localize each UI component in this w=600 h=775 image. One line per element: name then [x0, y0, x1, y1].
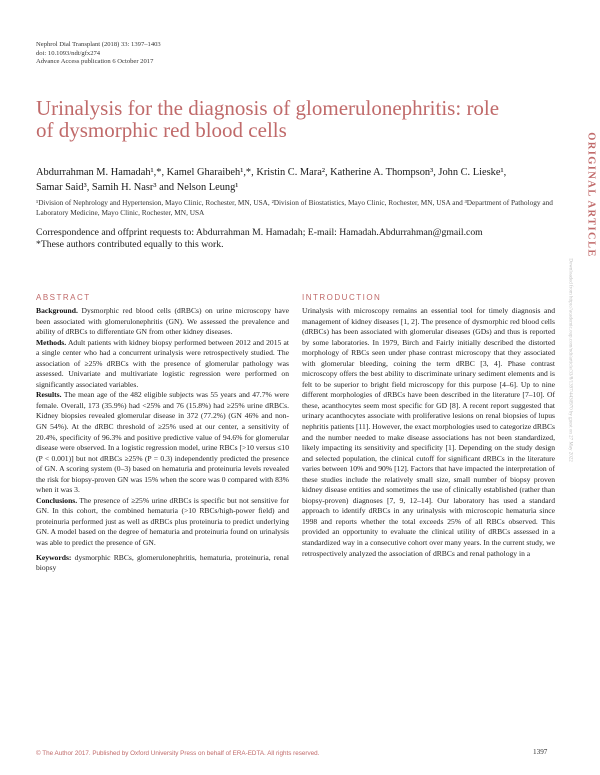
results-label: Results.	[36, 390, 62, 400]
author-list: Abdurrahman M. Hamadah¹,*, Kamel Gharaibeh¹,*, Kristin C. Mara², Katherine A. Thompson³, John C. Lieske¹, Samar Said³, Samih H. Nasr³ and Nelson Leung¹	[36, 167, 507, 193]
article-title: Urinalysis for the diagnosis of glomerulonephritis: role of dysmorphic red blood cells	[36, 96, 500, 142]
journal-info	[36, 41, 161, 67]
conclusions-label: Conclusions.	[36, 495, 78, 505]
correspondence	[36, 227, 566, 251]
introduction-text: Urinalysis with microscopy remains an essential tool for timely diagnosis and management of kidney diseases [1, 2]. The presence of dysmorphic red blood cells (dRBCs) has been associated with glomerular diseases (GDs) and thus is reported by some laboratories. In 1979, Birch and Fairly initially described the distorted morphology of RBCs seen under phase contrast microscopy that they associated with glomerular bleeding, coining the term dRBC [3, 4]. Phase contrast microscopy offers the best ability to discriminate urinary sediment elements and is felt to be superior to bright field microscopy for this purpose [4–6]. Up to nine different morphologies of dRBCs have been described in the literature [7–10]. Of these, acanthocytes seem most specific for GD [8]. A recent report suggested that urinary acanthocytes associate with proliferative lesions on renal biopsies of lupus nephritis patients [11]. However, the exact morphologies used to categorize dRBCs and the number needed to make disease associations has not been standardized, likely impacting its sensitivity and specificity [1]. Depending on the study design and selected population, the clinical cutoff for significant dRBCs in the literature varies between 10% and 90% [12]. Factors that have impacted the interpretation of these studies include the relatively small size, small number of biopsy proven kidney disease entities and sometimes the use of clinically established (rather than biopsy-proven) diagnoses [7, 9, 12–14]. Our laboratory has used a standard approach to identify dRBCs in any urinalysis with microscopic hematuria since 1998 and reports whether the total exceeds 25% of all RBCs observed. This provided an opportunity to evaluate the clinical utility of dRBCs assessed in a standardized way in a consecutive cohort over many years. In the current study, we retrospectively analyzed the association of dRBCs and renal pathology in a	[302, 306, 555, 558]
side-band	[583, 0, 600, 775]
abstract-conclusions	[36, 496, 289, 549]
introduction-body	[302, 306, 555, 559]
journal-doi: doi: 10.1093/ndt/gfx274	[36, 49, 101, 57]
background-text: Dysmorphic red blood cells (dRBCs) on urine microscopy have been associated with glomerulonephritis (GN). We assessed the prevalence and ability of dRBCs to differentiate GN from other kidney diseases.	[36, 306, 289, 337]
introduction-heading: INTRODUCTION	[302, 293, 382, 302]
abstract-methods	[36, 338, 289, 391]
correspondence-line: Correspondence and offprint requests to: Abdurrahman M. Hamadah; E-mail: Hamadah.Abdurrahman@gmail.com	[36, 227, 483, 238]
copyright-notice: © The Author 2017. Published by Oxford University Press on behalf of ERA-EDTA. All rights reserved.	[36, 750, 320, 757]
page-number: 1397	[533, 748, 548, 756]
keywords-label: Keywords:	[36, 552, 72, 562]
methods-text: Adult patients with kidney biopsy performed between 2012 and 2015 at a single center who had a concurrent urinalysis were retrospectively studied. The association of ≥25% dRBCs with the presence of glomerular pathology was assessed. Univariate and multivariate logistic regression were performed on significantly associated variables.	[36, 337, 289, 389]
download-watermark: Downloaded from https://academic.oup.com/ndt/article/33/8/1397/4430970 by guest on 27 May 2022	[567, 258, 573, 462]
abstract-results	[36, 390, 289, 495]
journal-publication-date: Advance Access publication 6 October 2017	[36, 58, 154, 66]
background-label: Background.	[36, 306, 78, 315]
journal-citation: Nephrol Dial Transplant (2018) 33: 1397–1403	[36, 41, 161, 48]
abstract-body	[36, 306, 289, 574]
equal-contribution-note: *These authors contributed equally to this work.	[36, 238, 224, 250]
article-type-label: ORIGINAL ARTICLE	[585, 132, 597, 258]
abstract-keywords	[36, 553, 289, 574]
methods-label: Methods.	[36, 337, 67, 347]
keywords-text: dysmorphic RBCs, glomerulonephritis, hematuria, proteinuria, renal biopsy	[36, 552, 289, 573]
affiliations: ¹Division of Nephrology and Hypertension, Mayo Clinic, Rochester, MN, USA, ²Division of Biostatistics, Mayo Clinic, Rochester, MN, USA and ³Department of Pathology and Laboratory Medicine, Mayo Clinic, Rochester, MN, USA	[36, 198, 553, 217]
results-text: The mean age of the 482 eligible subjects was 55 years and 47.7% were female. Overall, 173 (35.9%) had <25% and 76 (15.8%) had ≥25% urine dRBCs. Kidney biopsies revealed glomerular disease in 372 (77.2%) (GN 46% and non-GN 54%). At the dRBC threshold of ≥25% used at our center, a sensitivity of 20.4%, specificity of 96.3% and positive predictive value of 94.6% for glomerular disease were observed. In a logistic regression model, urine RBCs [>10 versus ≤10 (P < 0.001)] but not dRBCs ≥25% (P = 0.3) independently predicted the presence of GN. A scoring system (0–3) based on hematuria and proteinuria levels revealed the risk for biopsy-proven GN was 15% when the score was 0 compared with 83% when it was 3.	[36, 390, 289, 495]
abstract-background	[36, 306, 289, 338]
conclusions-text: The presence of ≥25% urine dRBCs is specific but not sensitive for GN. In this cohort, the combined hematuria (>10 RBCs/high-power field) and proteinuria performed just as well as dRBCs plus proteinuria to predict underlying GN. A model based on the degree of hematuria and proteinuria found on urinalysis was able to predict the presence of GN.	[36, 495, 289, 548]
abstract-heading: ABSTRACT	[36, 293, 91, 302]
